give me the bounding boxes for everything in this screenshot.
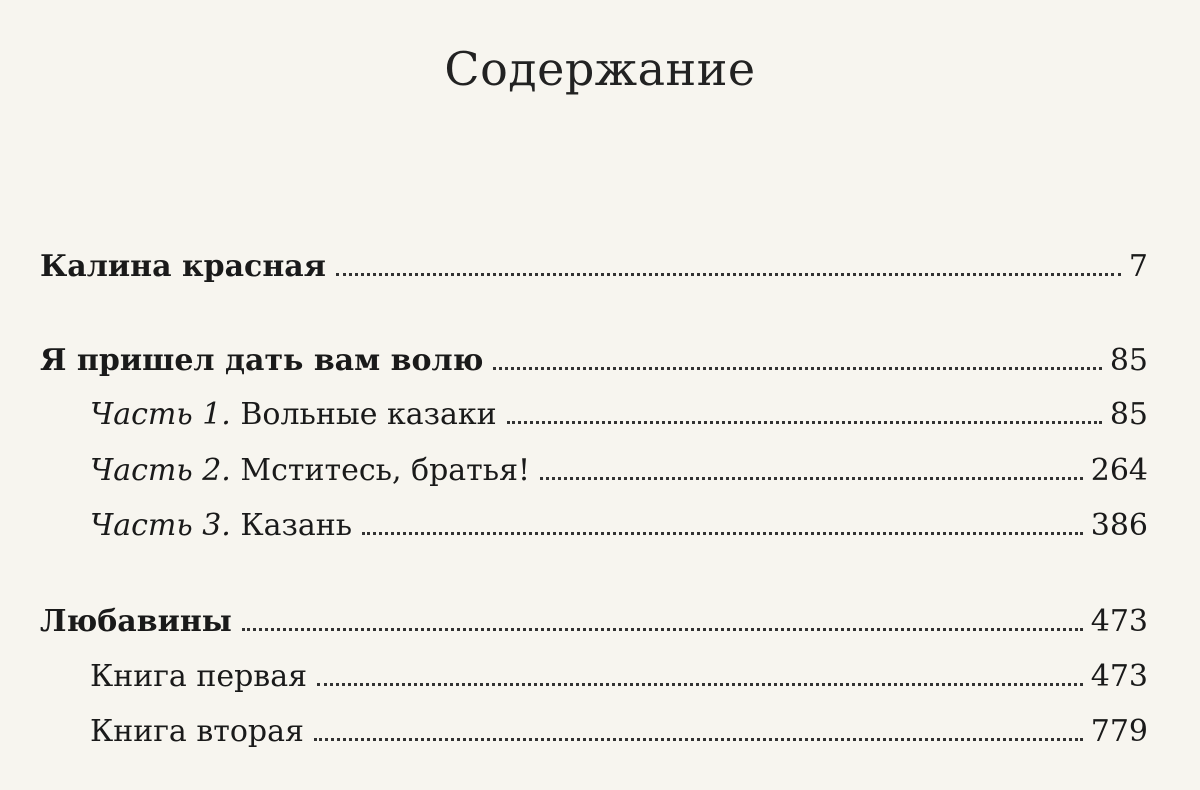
- toc-page-number: 473: [1090, 659, 1148, 694]
- toc-entry-lyubaviny[interactable]: [40, 600, 1148, 644]
- toc-entry-chast-3[interactable]: [90, 504, 1148, 548]
- toc-entry-chast-2[interactable]: [90, 449, 1148, 493]
- toc-page-number: 473: [1090, 604, 1148, 639]
- toc-page-number: 85: [1109, 397, 1148, 432]
- toc-entry-label: Я пришел дать вам волю: [40, 343, 484, 378]
- toc-entry-label: Книга вторая: [90, 714, 304, 749]
- dot-leader: [540, 477, 1083, 480]
- dot-leader: [242, 628, 1083, 631]
- toc-entry-chast-1[interactable]: [90, 393, 1148, 437]
- toc-page-number: 779: [1090, 714, 1148, 749]
- dot-leader: [314, 738, 1083, 741]
- toc-entry-label: Часть 1. Вольные казаки: [90, 397, 497, 432]
- toc-page-number: 386: [1090, 508, 1148, 543]
- toc-entry-label: Книга первая: [90, 659, 308, 694]
- toc-entry-kniga-pervaya[interactable]: [90, 655, 1148, 699]
- toc-entry-label: Любавины: [40, 604, 232, 639]
- toc-entry-label: Калина красная: [40, 249, 326, 284]
- toc-entry-kniga-vtoraya[interactable]: [90, 710, 1148, 754]
- dot-leader: [336, 273, 1121, 276]
- toc-entry-kalina-krasnaya[interactable]: [40, 245, 1148, 289]
- page-title: Содержание: [444, 42, 756, 96]
- dot-leader: [362, 532, 1083, 535]
- dot-leader: [507, 421, 1102, 424]
- toc-entry-ya-prishel[interactable]: [40, 339, 1148, 383]
- toc-page-number: 7: [1128, 249, 1148, 284]
- toc-page-number: 264: [1090, 453, 1148, 488]
- dot-leader: [317, 683, 1083, 686]
- toc-entry-label: Часть 3. Казань: [90, 508, 353, 543]
- toc-page-number: 85: [1109, 343, 1148, 378]
- dot-leader: [493, 367, 1101, 370]
- toc-entry-label: Часть 2. Мститесь, братья!: [90, 453, 531, 488]
